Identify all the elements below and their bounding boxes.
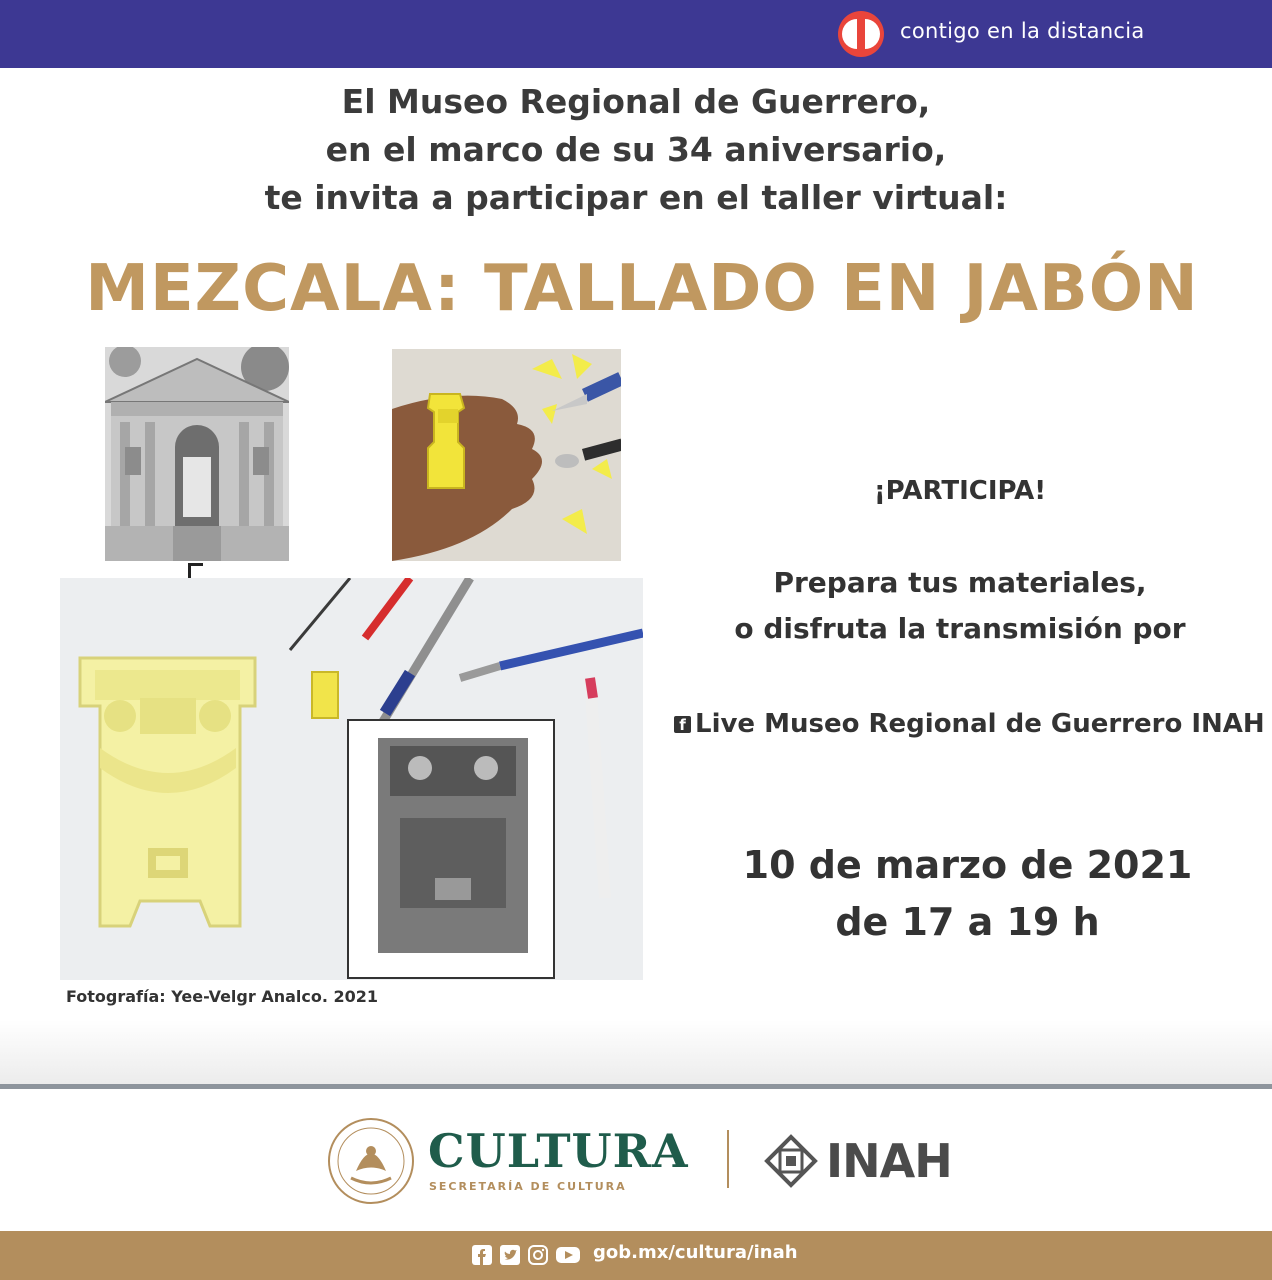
- event-date: [700, 837, 1235, 951]
- inah-logo-icon: [760, 1130, 822, 1192]
- facebook-icon[interactable]: [472, 1245, 492, 1265]
- intro-line-1: El Museo Regional de Guerrero,: [341, 82, 931, 121]
- intro-line-2: en el marco de su 34 aniversario,: [325, 130, 947, 169]
- date-line-2: de 17 a 19 h: [835, 900, 1100, 944]
- workshop-title: MEZCALA: TALLADO EN JABÓN: [85, 252, 1199, 326]
- carving-photo: [60, 578, 643, 980]
- contigo-text: contigo en la distancia: [900, 19, 1145, 43]
- twitter-icon[interactable]: [500, 1245, 520, 1265]
- intro-heading: [0, 78, 1272, 222]
- facebook-live-link[interactable]: [674, 709, 1265, 739]
- facebook-icon: f: [674, 716, 691, 733]
- prepara-line-1: Prepara tus materiales,: [773, 566, 1147, 599]
- mexico-seal-icon: [326, 1116, 416, 1206]
- youtube-icon[interactable]: [556, 1245, 580, 1265]
- top-banner: [0, 0, 1272, 68]
- prepara-line-2: o disfruta la transmisión por: [734, 612, 1186, 645]
- intro-line-3: te invita a participar en el taller virtual:: [264, 178, 1008, 217]
- website-link[interactable]: gob.mx/cultura/inah: [593, 1242, 798, 1263]
- photo-caption: Fotografía: Yee-Velgr Analco. 2021: [66, 987, 379, 1006]
- cultura-logo-text: CULTURA: [428, 1124, 689, 1178]
- secretaria-text: SECRETARÍA DE CULTURA: [429, 1180, 627, 1193]
- prepara-text: [700, 560, 1220, 652]
- museum-photo: [105, 347, 289, 561]
- live-label: Live Museo Regional de Guerrero INAH: [695, 709, 1265, 739]
- instagram-icon[interactable]: [528, 1245, 548, 1265]
- logo-divider: [727, 1130, 729, 1188]
- hand-photo: [392, 349, 621, 561]
- participa-label: ¡PARTICIPA!: [873, 476, 1047, 506]
- footer-fade: [0, 1020, 1272, 1084]
- contigo-logo-icon: [833, 9, 889, 59]
- inah-logo-text: INAH: [826, 1134, 952, 1188]
- date-line-1: 10 de marzo de 2021: [742, 843, 1193, 887]
